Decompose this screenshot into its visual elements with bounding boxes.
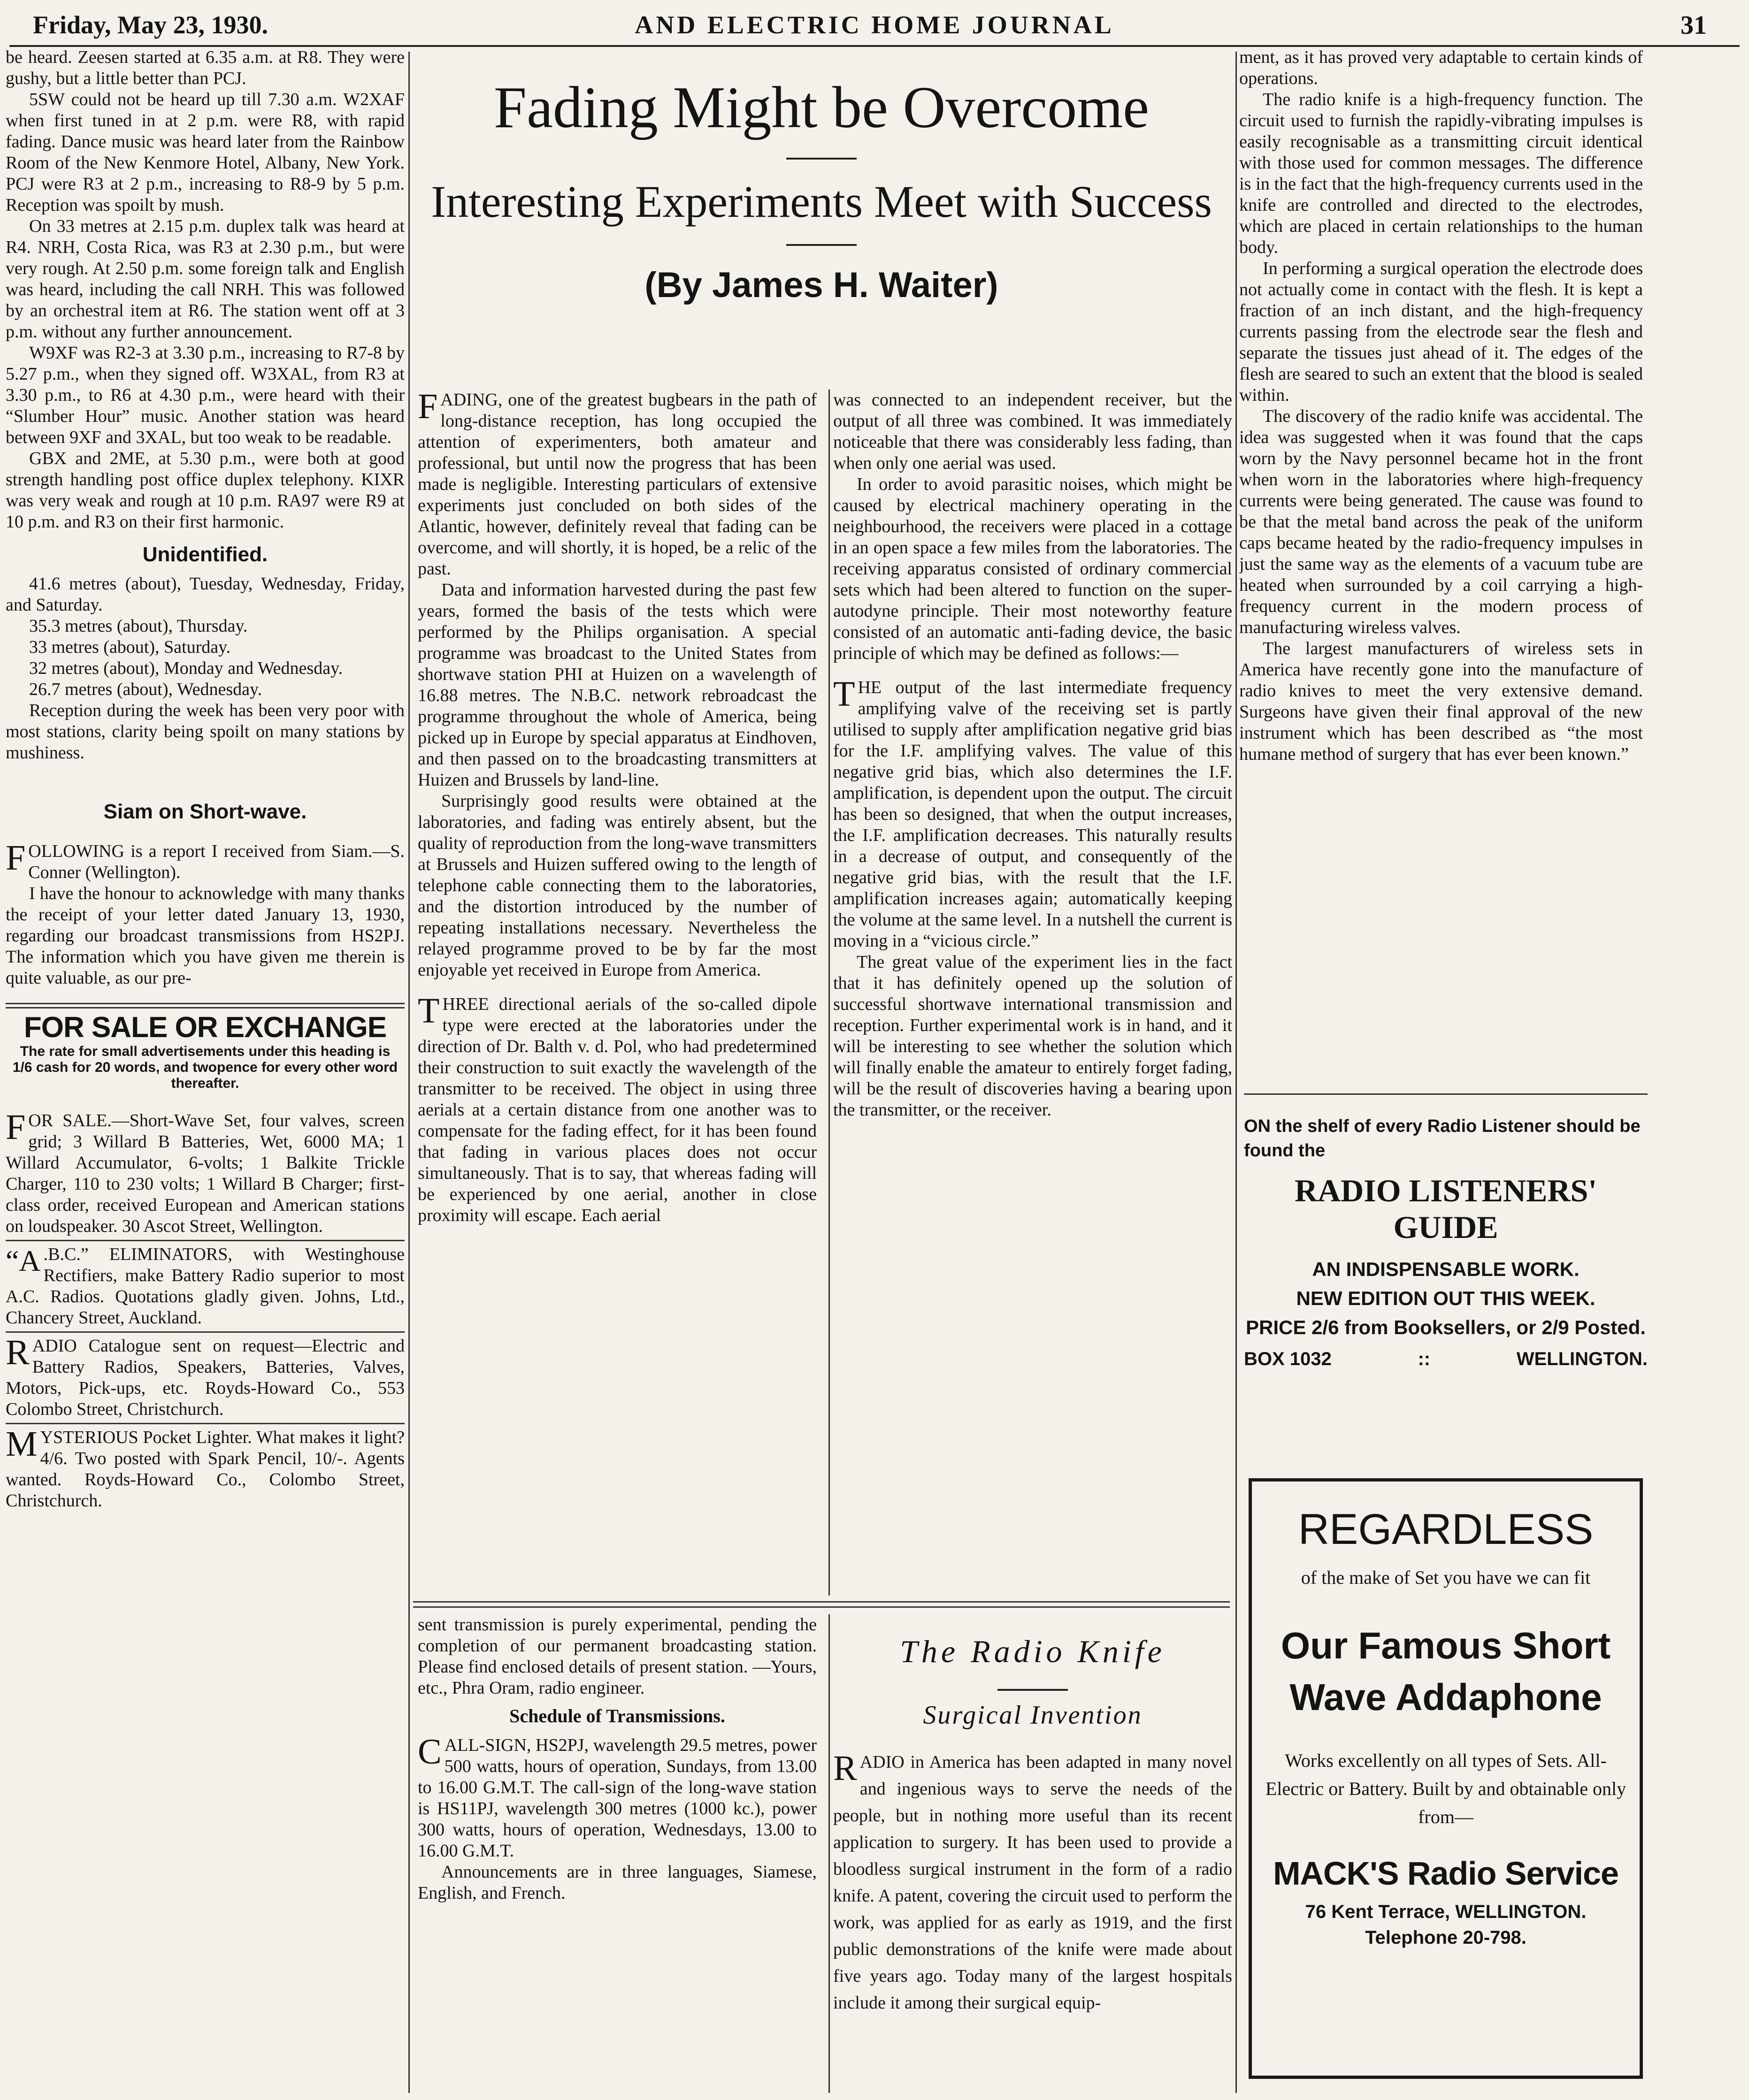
unidentified-entry: 41.6 metres (about), Tuesday, Wednesday, Friday, and Saturday. <box>6 574 405 615</box>
unidentified-entry: 33 metres (about), Saturday. <box>29 637 231 657</box>
paragraph-spacer <box>418 981 817 994</box>
article-paragraph <box>833 674 1232 952</box>
ad-text: YSTERIOUS Pocket Lighter. What makes it light? 4/6. Two posted with Spark Pencil, 10/-. Agents wanted. Royds-Howard Co., Colombo Street, Christchurch. <box>6 1428 405 1511</box>
article-paragraph: The radio knife is a high-frequency function. The circuit used to furnish the rapidly-vibrating impulses is easily recognisable as a transmitting circuit identical with those used for common messages. The difference is in the fact that the high-frequency currents used in the knife are controlled and directed to the electrodes, which are placed in certain relationships to the human body. <box>1239 90 1643 257</box>
article-paragraph: ment, as it has proved very adaptable to certain kinds of operations. <box>1239 47 1643 88</box>
radio-listeners-guide-ad <box>1244 1103 1648 1431</box>
article-paragraph: was connected to an independent receiver, but the output of all three was combined. It was immediately noticeable that there was considerably less fading, than when only one aerial was used. <box>833 390 1232 473</box>
paragraph-spacer <box>833 664 1232 677</box>
log-paragraph: 5SW could not be heard up till 7.30 a.m. W2XAF when first tuned in at 2 p.m. were R8, with rapid fading. Dance music was heard later from the Rainbow Room of the New Kenmore Hotel, Albany, New York. PCJ were R3 at 2 p.m., increasing to R8-9 by 5 p.m. Reception was spoilt by mush. <box>6 90 405 215</box>
drop-cap: “A <box>6 1244 41 1277</box>
radio-knife-article <box>833 1614 1232 2093</box>
unidentified-entry: 26.7 metres (about), Wednesday. <box>29 680 262 699</box>
ad-product: Our Famous Short Wave Addaphone <box>1281 1625 1611 1718</box>
ad-rule <box>6 1423 405 1424</box>
article-paragraph <box>418 389 817 580</box>
guide-separator: :: <box>1418 1349 1431 1369</box>
unidentified-entry: Reception during the week has been very poor with most stations, clarity being spoilt on many stations by mushiness. <box>6 701 405 763</box>
for-sale-heading: FOR SALE OR EXCHANGE <box>23 1011 387 1044</box>
article-column-2 <box>833 389 1232 1591</box>
column-rule-2b <box>828 1614 830 2093</box>
guide-intro: ON the shelf of every Radio Listener should be found the <box>1244 1116 1641 1161</box>
article-paragraph: In order to avoid parasitic noises, which might be caused by electrical machinery operating in the neighbourhood, the receivers were placed in a cottage in an open space a few miles from the laboratories. The receiving apparatus consisted of ordinary commercial sets which had been altered to function on the super-autodyne principle. Their most noteworthy feature consisted of an automatic anti-fading device, the basic principle of which may be defined as follows:— <box>833 474 1232 663</box>
ad-address: 76 Kent Terrace, WELLINGTON. <box>1305 1901 1587 1922</box>
drop-cap: C <box>418 1732 442 1772</box>
log-paragraph: W9XF was R2-3 at 3.30 p.m., increasing to R7-8 by 5.27 p.m., when they signed off. W3XAL, from R3 at 3.30 p.m., to R6 at 4.30 p.m., were heard with their “Slumber Hour” music. Another station was heard between 9XF and 3XAL, but too weak to be readable. <box>6 343 405 447</box>
article-title-block <box>413 56 1230 305</box>
guide-price: PRICE 2/6 from Booksellers, or 2/9 Posted. <box>1246 1316 1646 1338</box>
article-text: HREE directional aerials of the so-called dipole type were erected at the laboratories under the direction of Dr. Balth v. d. Pol, who had predetermined their construction to suit exactly the wavelength of the transmitter to be received. The object in using three aerials at a certain distance from one another was to compensate for the fading effect, for it has been found that fading in various places does not occur simultaneously. That is to say, that whereas fading will be experienced by one aerial, another in close proximity will escape. Each aerial <box>418 994 817 1225</box>
siam-paragraph <box>6 838 405 883</box>
article-paragraph: The great value of the experiment lies in the fact that it has definitely opened up the solution of successful shortwave international transmission and reception. Further experimental work is in hand, and it will be interesting to see whether the solution which will finally enable the amateur to entirely forget fading, will be the result of discoveries having a bearing upon the transmitter, or the receiver. <box>833 952 1232 1120</box>
for-sale-rate: The rate for small advertisements under this heading is 1/6 cash for 20 words, and twopence for every other word thereafter. <box>12 1044 398 1091</box>
guide-title: RADIO LISTENERS' GUIDE <box>1294 1173 1597 1245</box>
classified-ad <box>6 1424 405 1512</box>
article-paragraph: The discovery of the radio knife was accidental. The idea was suggested when it was found that the caps worn by the Navy personnel became hot in the front when worn in the laboratories where high-frequency currents were being generated. The cause was found to be that the metal band across the peak of the uniform caps became heated by the radio-frequency impulses in just the same way as the elements of a vacuum tube are heated when surrounded by a coil carrying a high-frequency current in the modern process of manufacturing wireless valves. <box>1239 406 1643 637</box>
subtitle-rule <box>786 244 857 246</box>
schedule-text: ALL-SIGN, HS2PJ, wavelength 29.5 metres, power 500 watts, hours of operation, Sundays, from 13.00 to 16.00 G.M.T. The call-sign of the long-wave station is HS11PJ, wavelength 300 metres (1000 kc.), power 300 watts, hours of operation, Wednesdays, 13.00 to 16.00 G.M.T. <box>418 1735 817 1861</box>
issue-date: Friday, May 23, 1930. <box>33 11 268 39</box>
ad-heading: REGARDLESS <box>1298 1505 1594 1553</box>
log-paragraph: On 33 metres at 2.15 p.m. duplex talk was heard at R4. NRH, Costa Rica, was R3 at 2.30 p.m., but were very rough. At 2.50 p.m. some foreign talk and English was heard, including the call NRH. This was followed by an orchestral item at R6. The station went off at 3 p.m. without any further announcement. <box>6 216 405 342</box>
drop-cap: R <box>833 1749 857 1788</box>
drop-cap: R <box>6 1333 30 1372</box>
article-paragraph: In performing a surgical operation the electrode does not actually come in contact with the flesh. It is kept a fraction of an inch distant, and the high-frequency currents passing from the electrode sear the flesh and separate the tissues just ahead of it. The edges of the flesh are seared to such an extent that the blood is sealed within. <box>1239 259 1643 405</box>
guide-box-line <box>1244 1349 1648 1370</box>
ad-text: OR SALE.—Short-Wave Set, four valves, screen grid; 3 Willard B Batteries, Wet, 6000 MA; 1 Willard Accumulator, 6-volts; 1 Balkite Trickle Charger, 110 to 230 volts; 1 Willard B Charger; first-class order, received European and American stations on loudspeaker. 30 Ascot Street, Wellington. <box>6 1111 405 1236</box>
page-number: 31 <box>1680 11 1707 40</box>
radio-knife-continued <box>1239 47 1643 1093</box>
siam-text: OLLOWING is a report I received from Siam.—S. Conner (Wellington). <box>28 841 405 882</box>
article-column-1 <box>418 389 817 1591</box>
article-subtitle: Interesting Experiments Meet with Success <box>431 176 1212 227</box>
unidentified-entry: 32 metres (about), Monday and Wednesday. <box>29 658 343 678</box>
classified-ad <box>6 1244 405 1329</box>
ad-line: of the make of Set you have we can fit <box>1301 1567 1591 1588</box>
article-text: HE output of the last intermediate frequency amplifying valve of the receiving set is partly utilised to supply after amplification negative grid bias for the I.F. amplifying valves. The value of this negative grid bias, which also determines the I.F. amplification, is dependent upon the output. The circuit has been so designed, that when the output increases, the I.F. amplification decreases. This naturally results in a decrease of output, and consequently of the negative grid bias, with the result that the I.F. amplification increases again; automatically keeping the volume at the same level. In a nutshell the current is moving in a “vicious circle.” <box>833 678 1232 951</box>
column-shortwave-log <box>6 47 405 2093</box>
section-cut-rule <box>413 1601 1230 1608</box>
ad-rule <box>6 1240 405 1241</box>
drop-cap: F <box>418 389 438 426</box>
article-paragraph <box>418 991 817 1226</box>
column-rule-3 <box>1235 52 1237 2093</box>
guide-tagline: AN INDISPENSABLE WORK. <box>1312 1258 1580 1280</box>
drop-cap: F <box>6 1107 26 1147</box>
ad-divider <box>1244 1093 1648 1095</box>
classified-ad <box>6 1107 405 1237</box>
guide-edition: NEW EDITION OUT THIS WEEK. <box>1296 1287 1596 1309</box>
ad-description: Works excellently on all types of Sets. All-Electric or Battery. Built by and obtainable only from— <box>1265 1750 1626 1827</box>
siam-heading: Siam on Short-wave. <box>103 800 307 823</box>
article-paragraph: Data and information harvested during the past few years, formed the basis of the tests which were performed by the Philips organisation. A special programme was broadcast to the United States from shortwave station PHI at Huizen on a wavelength of 16.88 metres. The N.B.C. network rebroadcast the programme throughout the whole of America, being picked up in Europe by special apparatus at Eindhoven, and then passed on to the broadcasting transmitters at Huizen and Brussels by land-line. <box>418 580 817 790</box>
journal-name: AND ELECTRIC HOME JOURNAL <box>635 11 1114 39</box>
page-header <box>14 10 1735 44</box>
ad-text: ADIO Catalogue sent on request—Electric and Battery Radios, Speakers, Batteries, Valves, Motors, Pick-ups, etc. Royds-Howard Co., 553 Colombo Street, Christchurch. <box>6 1336 405 1419</box>
guide-city: WELLINGTON. <box>1516 1349 1648 1369</box>
article-title: Fading Might be Overcome <box>493 75 1150 140</box>
ad-rule <box>6 1331 405 1333</box>
schedule-paragraph: Announcements are in three languages, Siamese, English, and French. <box>418 1862 817 1903</box>
article-paragraph: Surprisingly good results were obtained at the laboratories, and fading was entirely absent, but the quality of reproduction from the long-wave transmitters at Brussels and Huizen suffered owing to the length of telephone cable connecting them to the laboratories, and the distortion introduced by the number of repeating installations necessary. Nevertheless the relayed programme proved to be by far the most enjoyable yet received in Europe from America. <box>418 791 817 980</box>
article-text: ADING, one of the greatest bugbears in the path of long-distance reception, has long occupied the attention of experimenters, both amateur and professional, but until now the progress that has been made is negligible. Interesting particulars of extensive experiments just concluded on both sides of the Atlantic, however, definitely reveal that fading can be overcome, and will shortly, it is hoped, be a relic of the past. <box>418 390 817 579</box>
schedule-heading: Schedule of Transmissions. <box>509 1705 725 1726</box>
guide-box: BOX 1032 <box>1244 1349 1332 1369</box>
drop-cap: T <box>418 991 440 1031</box>
drop-cap: F <box>6 838 26 878</box>
column-rule-2 <box>828 389 830 1596</box>
log-paragraph: be heard. Zeesen started at 6.35 a.m. at R8. They were gushy, but a little better than PCJ. <box>6 47 405 88</box>
schedule-paragraph <box>418 1732 817 1862</box>
article-byline: (By James H. Waiter) <box>644 265 998 305</box>
article-paragraph: The largest manufacturers of wireless sets in America have recently gone into the manufacture of radio knives to meet the very extensive demand. Surgeons have given their final approval of the new instrument which has been described as “the most humane method of surgery that has ever been known.” <box>1239 639 1643 764</box>
macks-radio-ad <box>1249 1478 1643 2079</box>
radio-knife-rule <box>997 1689 1068 1691</box>
siam-continued-column <box>418 1614 817 2093</box>
radio-knife-paragraph <box>833 1749 1232 2016</box>
log-paragraph: GBX and 2ME, at 5.30 p.m., were both at good strength handling post office duplex telephony. KIXR was very weak and rough at 10 p.m. RA97 were R9 at 10 p.m. and R3 on their first harmonic. <box>6 449 405 532</box>
section-rule <box>6 1003 405 1008</box>
drop-cap: T <box>833 674 855 714</box>
radio-knife-text: ADIO in America has been adapted in many novel and ingenious ways to serve the needs of the people, but in nothing more useful than its recent application to surgery. It has been used to provide a bloodless surgical instrument in the form of a radio knife. A patent, covering the circuit used to perform the work, was applied for as early as 1919, and the first public demonstrations of the knife were made about five years ago. Today many of the largest hospitals include it among their surgical equip- <box>833 1752 1232 2013</box>
title-rule <box>786 158 857 160</box>
classified-ad <box>6 1333 405 1420</box>
siam-paragraph: I have the honour to acknowledge with many thanks the receipt of your letter dated January 13, 1930, regarding our broadcast transmissions from HS2PJ. The information which you have given me therein is quite valuable, as our pre- <box>6 884 405 988</box>
radio-knife-subtitle: Surgical Invention <box>923 1701 1143 1730</box>
siam-paragraph: sent transmission is purely experimental, pending the completion of our permanent broadcasting station. Please find enclosed details of present station. —Yours, etc., Phra Oram, radio engineer. <box>418 1615 817 1698</box>
ad-text: .B.C.” ELIMINATORS, with Westinghouse Rectifiers, make Battery Radio superior to most A.C. Radios. Quotations gladly given. Johns, Ltd., Chancery Street, Auckland. <box>6 1245 405 1328</box>
ad-company: MACK'S Radio Service <box>1273 1855 1619 1892</box>
unidentified-heading: Unidentified. <box>142 543 268 566</box>
column-rule-1 <box>408 52 410 2093</box>
ad-telephone: Telephone 20-798. <box>1365 1927 1527 1948</box>
drop-cap: M <box>6 1424 38 1464</box>
unidentified-entry: 35.3 metres (about), Thursday. <box>29 616 248 636</box>
radio-knife-title: The Radio Knife <box>900 1634 1166 1669</box>
